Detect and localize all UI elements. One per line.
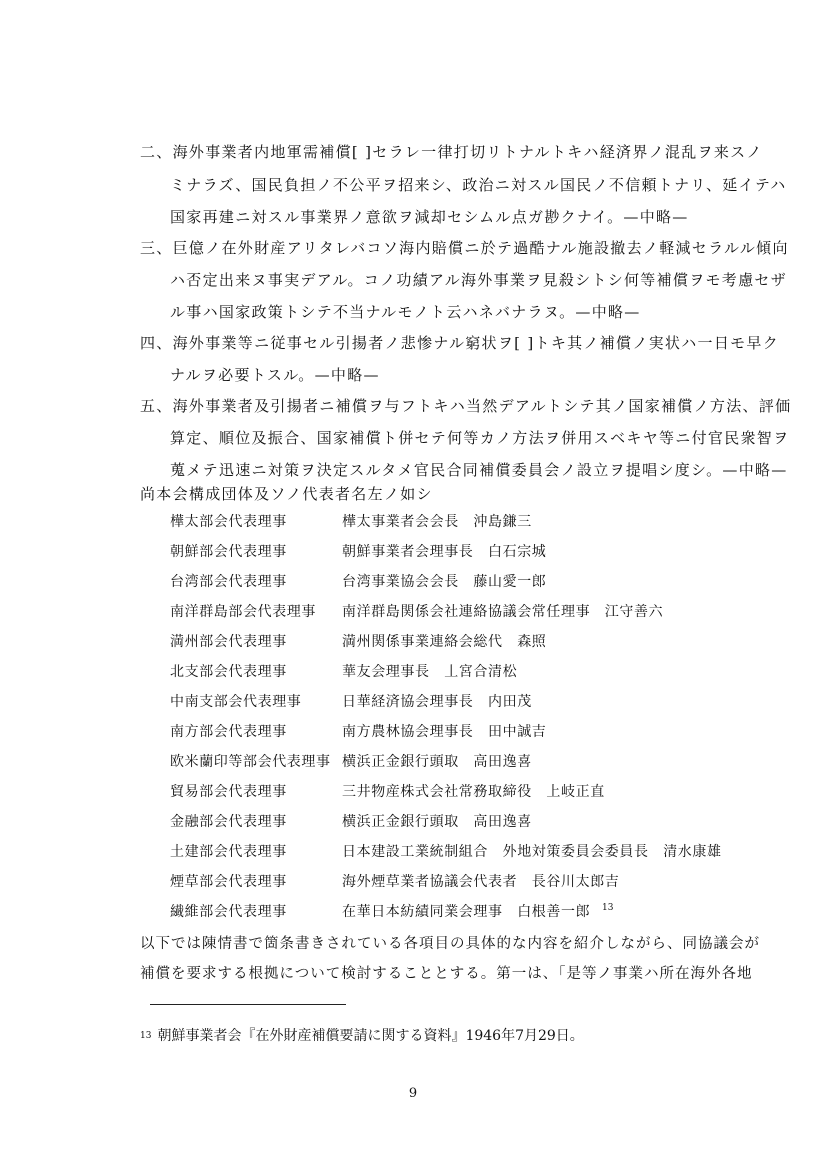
item-5-line-2: 算定、順位及振合、国家補償ト併セテ何等カノ方法ヲ併用スベキヤ等ニ付官民衆智ヲ xyxy=(170,429,790,447)
member-org: 朝鮮事業者会理事長 白石宗城 xyxy=(342,544,547,560)
page-number: 9 xyxy=(408,1086,418,1101)
footnote-marker: 13 xyxy=(140,1031,152,1041)
member-org: 在華日本紡績同業会理事 白根善一郎 xyxy=(342,904,591,920)
member-role: 繊維部会代表理事 xyxy=(170,904,287,920)
member-role: 朝鮮部会代表理事 xyxy=(170,544,287,560)
member-role: 台湾部会代表理事 xyxy=(170,574,287,590)
member-role: 貿易部会代表理事 xyxy=(170,784,287,800)
item-3-line-1: 三、巨億ノ在外財産アリタレバコソ海内賠償ニ於テ過酷ナル施設撤去ノ軽減セラルル傾向 xyxy=(140,239,789,257)
footnote-text: 朝鮮事業者会『在外財産補償要請に関する資料』1946年7月29日。 xyxy=(157,1028,584,1044)
member-org: 華友会理事長 丄宮合清松 xyxy=(342,664,518,680)
item-2-line-2: ミナラズ、国民負担ノ不公平ヲ招来シ、政治ニ対スル国民ノ不信頼トナリ、延イテハ xyxy=(170,176,787,194)
footnote-divider xyxy=(150,1004,346,1005)
footnote-reference: 13 xyxy=(602,903,614,913)
item-5-line-3: 蒐メテ迅速ニ対策ヲ決定スルタメ官民合同補償委員会ノ設立ヲ提唱シ度シ。—中略— xyxy=(170,461,788,479)
member-org: 樺太事業者会会長 沖島鎌三 xyxy=(342,514,532,530)
intro-line: 尚本会構成団体及ソノ代表者名左ノ如シ xyxy=(140,485,433,503)
item-2-line-1: 二、海外事業者内地軍需補償[ ]セラレ一律打切リトナルトキハ経済界ノ混乱ヲ来スノ xyxy=(140,143,763,161)
item-4-line-2: ナルヲ必要トスル。—中略— xyxy=(170,366,380,384)
member-org: 南方農林協会理事長 田中誠吉 xyxy=(342,724,547,740)
item-2-line-3: 国家再建ニ対スル事業界ノ意欲ヲ減却セシムル点ガ尠クナイ。—中略— xyxy=(170,208,689,226)
member-org: 満州関係事業連絡会総代 森照 xyxy=(342,634,547,650)
member-org: 三井物産株式会社常務取締役 上岐正直 xyxy=(342,784,605,800)
member-org: 横浜正金銀行頭取 高田逸喜 xyxy=(342,754,532,770)
member-org: 日本建設工業統制組合 外地対策委員会委員長 清水康雄 xyxy=(342,844,722,860)
member-org: 横浜正金銀行頭取 高田逸喜 xyxy=(342,814,532,830)
member-org: 海外煙草業者協議会代表者 長谷川太郎吉 xyxy=(342,874,620,890)
item-5-line-1: 五、海外事業者及引揚者ニ補償ヲ与フトキハ当然デアルトシテ其ノ国家補償ノ方法、評価 xyxy=(140,397,792,415)
footnote xyxy=(140,1026,584,1046)
member-role: 南洋群島部会代表理事 xyxy=(170,604,316,620)
member-org: 台湾事業協会会長 藤山愛一郎 xyxy=(342,574,547,590)
member-role: 満州部会代表理事 xyxy=(170,634,287,650)
item-3-line-3: ル事ハ国家政策トシテ不当ナルモノト云ハネバナラヌ。—中略— xyxy=(170,303,641,321)
member-role: 北支部会代表理事 xyxy=(170,664,287,680)
member-role: 南方部会代表理事 xyxy=(170,724,287,740)
body-line-1: 以下では陳情書で箇条書きされている各項目の具体的な内容を紹介しながら、同協議会が xyxy=(140,936,760,952)
body-line-2: 補償を要求する根拠について検討することとする。第一は、「是等ノ事業ハ所在海外各地 xyxy=(140,966,753,982)
member-role: 土建部会代表理事 xyxy=(170,844,287,860)
member-org: 日華経済協会理事長 内田茂 xyxy=(342,694,532,710)
member-role: 樺太部会代表理事 xyxy=(170,514,287,530)
item-3-line-2: ハ否定出来ヌ事実デアル。コノ功績アル海外事業ヲ見殺シトシ何等補償ヲモ考慮セザ xyxy=(170,271,788,289)
member-role: 煙草部会代表理事 xyxy=(170,874,287,890)
item-4-line-1: 四、海外事業等ニ従事セル引揚者ノ悲惨ナル窮状ヲ[ ]トキ其ノ補償ノ実状ハ一日モ早ク xyxy=(140,334,780,352)
member-org: 南洋群島関係会社連絡協議会常任理事 江守善六 xyxy=(342,604,664,620)
member-role: 中南支部会代表理事 xyxy=(170,694,302,710)
member-role: 欧米蘭印等部会代表理事 xyxy=(170,754,331,770)
member-role: 金融部会代表理事 xyxy=(170,814,287,830)
